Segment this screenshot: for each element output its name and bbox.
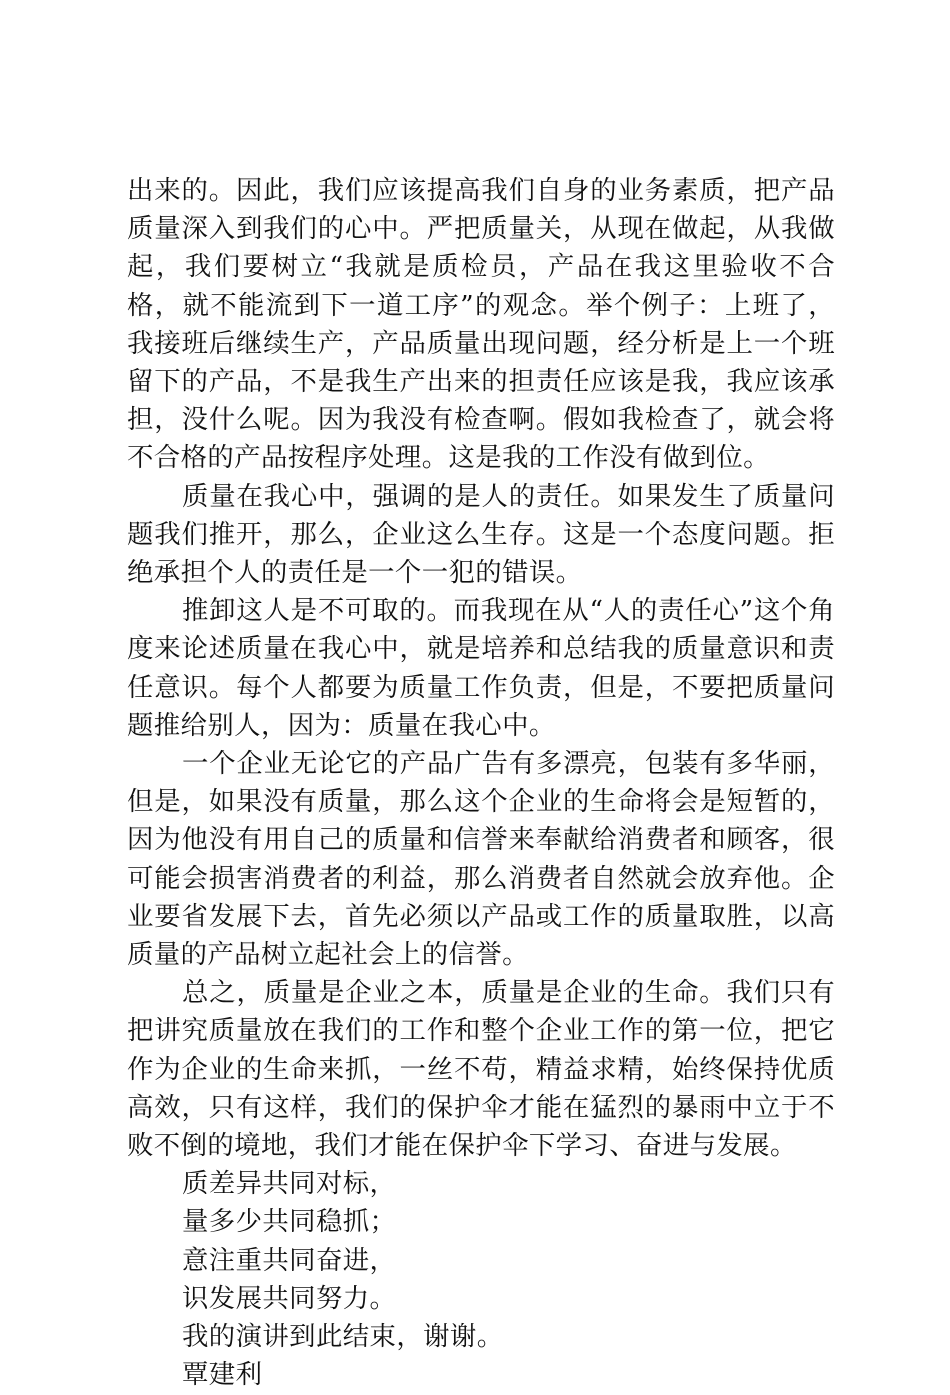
slogan-line-3: 意注重共同奋进， [182, 1244, 397, 1276]
signature: 覃建利 [182, 1359, 263, 1391]
document-body [127, 172, 835, 1395]
closing-line: 我的演讲到此结束，谢谢。 [182, 1321, 504, 1353]
paragraph-responsibility: 质量在我心中，强调的是人的责任。如果发生了质量问题我们推开，那么，企业这么生存。这是一个态度问题。拒绝承担个人的责任是一个一犯的错误。 [127, 480, 835, 589]
paragraph-continuation: 出来的。因此，我们应该提高我们自身的业务素质，把产品质量深入到我们的心中。严把质量关，从现在做起，从我做起，我们要树立“我就是质检员，产品在我这里验收不合格，就不能流到下一道工序”的观念。举个例子：上班了，我接班后继续生产，产品质量出现问题，经分析是上一个班留下的产品，不是我生产出来的担责任应该是我，我应该承担，没什么呢。因为我没有检查啊。假如我检查了，就会将不合格的产品按程序处理。这是我的工作没有做到位。 [127, 175, 835, 474]
paragraph-enterprise: 一个企业无论它的产品广告有多漂亮，包装有多华丽，但是，如果没有质量，那么这个企业的生命将会是短暂的，因为他没有用自己的质量和信誉来奉献给消费者和顾客，很可能会损害消费者的利益，那么消费者自然就会放弃他。企业要省发展下去，首先必须以产品或工作的质量取胜，以高质量的产品树立起社会上的信誉。 [127, 748, 835, 971]
slogan-line-4: 识发展共同努力。 [182, 1282, 397, 1314]
paragraph-conclusion: 总之，质量是企业之本，质量是企业的生命。我们只有把讲究质量放在我们的工作和整个企业工作的第一位，把它作为企业的生命来抓，一丝不苟，精益求精，始终保持优质高效，只有这样，我们的保护伞才能在猛烈的暴雨中立于不败不倒的境地，我们才能在保护伞下学习、奋进与发展。 [127, 977, 835, 1162]
slogan-line-1: 质差异共同对标， [182, 1168, 397, 1200]
slogan-line-2: 量多少共同稳抓； [182, 1206, 397, 1238]
paragraph-shirking: 推卸这人是不可取的。而我现在从“人的责任心”这个角度来论述质量在我心中，就是培养和总结我的质量意识和责任意识。每个人都要为质量工作负责，但是，不要把质量问题推给别人，因为：质量在我心中。 [127, 595, 835, 741]
